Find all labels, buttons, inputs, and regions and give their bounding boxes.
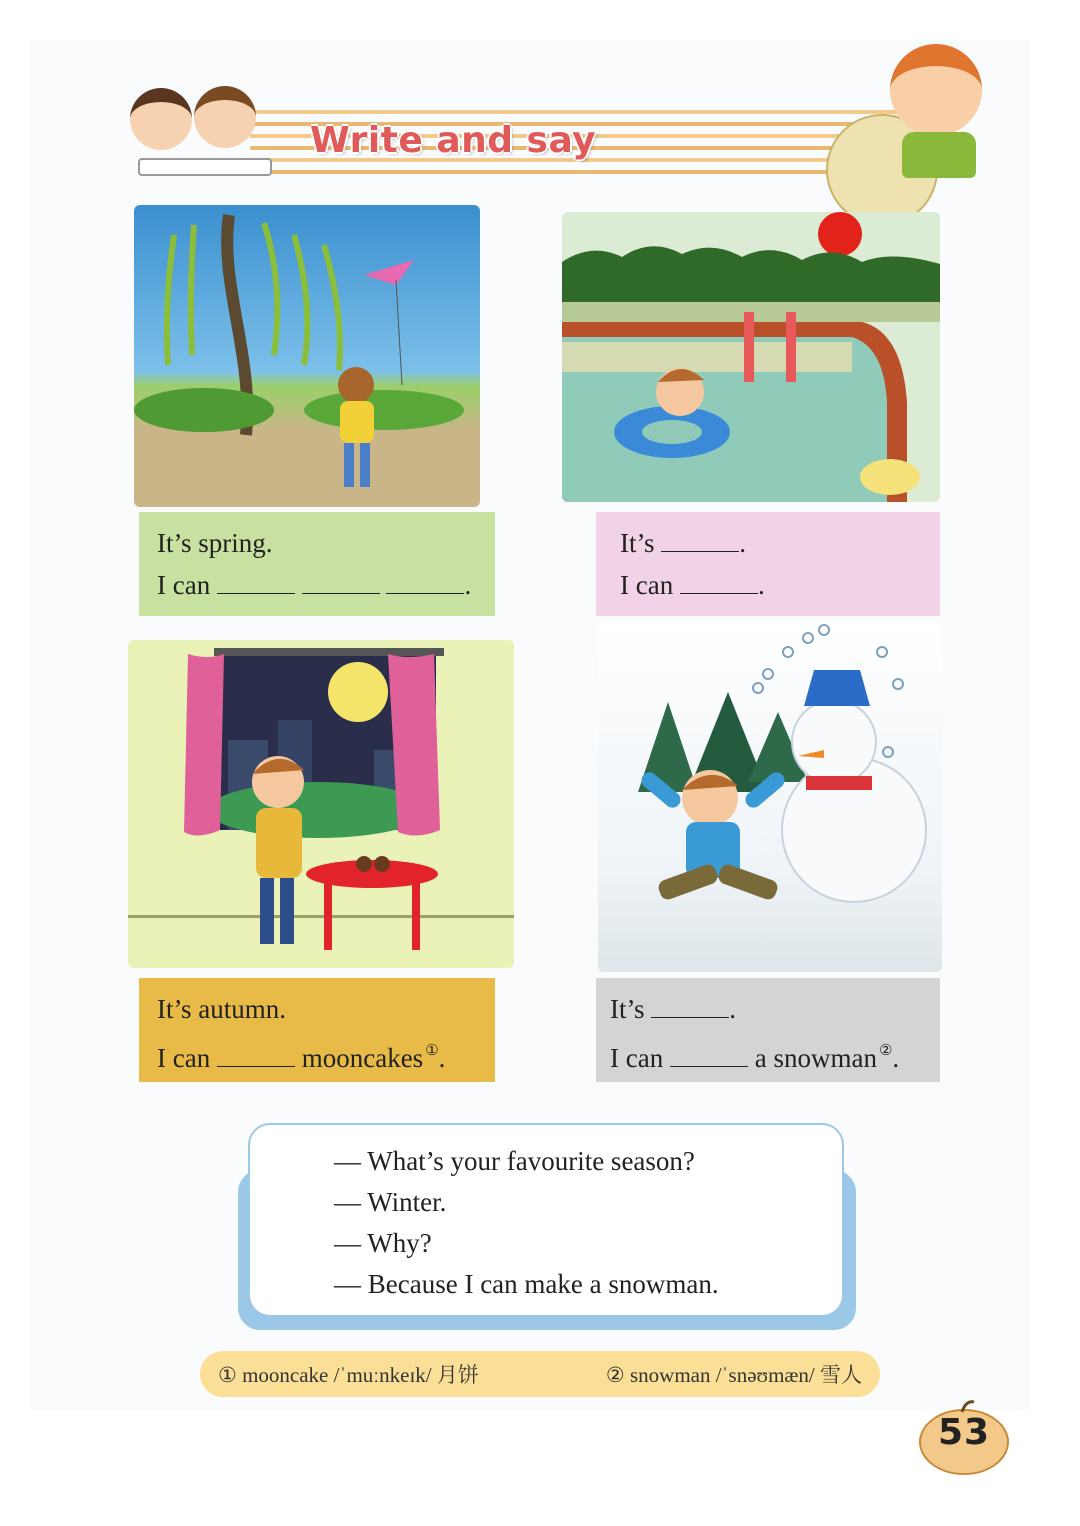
boy-face-illustration: [890, 44, 982, 136]
summer-illustration: [562, 212, 940, 502]
page-number-badge: [918, 1398, 1010, 1476]
section-header: [120, 40, 1000, 220]
book-illustration: [138, 158, 272, 176]
answer-blank[interactable]: [651, 995, 729, 1018]
autumn-illustration: [128, 640, 514, 968]
summer-line-1-prefix: It’s: [620, 528, 655, 558]
autumn-line-1: It’s autumn.: [157, 994, 286, 1024]
winter-caption: [596, 978, 940, 1082]
dialogue-box: [248, 1123, 844, 1317]
spring-line-1: It’s spring.: [157, 528, 273, 558]
dialogue-line: — Because I can make a snowman.: [334, 1269, 719, 1299]
period: .: [739, 528, 747, 558]
footnote-mooncake: ① mooncake /ˈmuːnkeɪk/ 月饼: [218, 1363, 479, 1387]
footnote-marker: ②: [878, 1043, 893, 1059]
answer-blank[interactable]: [670, 1044, 748, 1067]
autumn-caption: [139, 978, 495, 1082]
footnote-snowman: ② snowman /ˈsnəʊmæn/ 雪人: [605, 1363, 862, 1387]
answer-blank[interactable]: [217, 1044, 295, 1067]
summer-line-2-prefix: I can: [620, 570, 674, 600]
dialogue-line: — What’s your favourite season?: [334, 1146, 695, 1176]
period: .: [892, 1043, 900, 1073]
winter-illustration: [598, 622, 942, 972]
winter-line-1-prefix: It’s: [610, 994, 645, 1024]
period: .: [757, 570, 765, 600]
winter-line-2-word: a snowman: [754, 1043, 877, 1073]
autumn-line-2-prefix: I can: [157, 1043, 211, 1073]
page-number: 53: [937, 1412, 991, 1453]
autumn-line-2-word: mooncakes: [301, 1043, 424, 1073]
period: .: [464, 570, 472, 600]
dialogue-line: — Winter.: [334, 1187, 447, 1217]
period: .: [729, 994, 737, 1024]
summer-caption: [596, 512, 940, 616]
spring-line-2-prefix: I can: [157, 570, 211, 600]
spring-illustration: [134, 205, 480, 507]
footnote-marker: ①: [425, 1043, 439, 1059]
answer-blank[interactable]: [680, 571, 758, 594]
vocabulary-footnotes: [200, 1351, 880, 1397]
dialogue-line: — Why?: [334, 1228, 432, 1258]
spring-caption: [139, 512, 495, 616]
answer-blank[interactable]: [217, 571, 295, 594]
answer-blank[interactable]: [302, 571, 380, 594]
boy-shirt-illustration: [902, 132, 976, 178]
period: .: [438, 1043, 446, 1073]
winter-line-2-prefix: I can: [610, 1043, 664, 1073]
answer-blank[interactable]: [661, 529, 739, 552]
page-title: Write and say: [310, 120, 597, 161]
answer-blank[interactable]: [386, 571, 464, 594]
girl-reading-illustration: [130, 88, 192, 150]
boy-reading-illustration: [194, 86, 256, 148]
